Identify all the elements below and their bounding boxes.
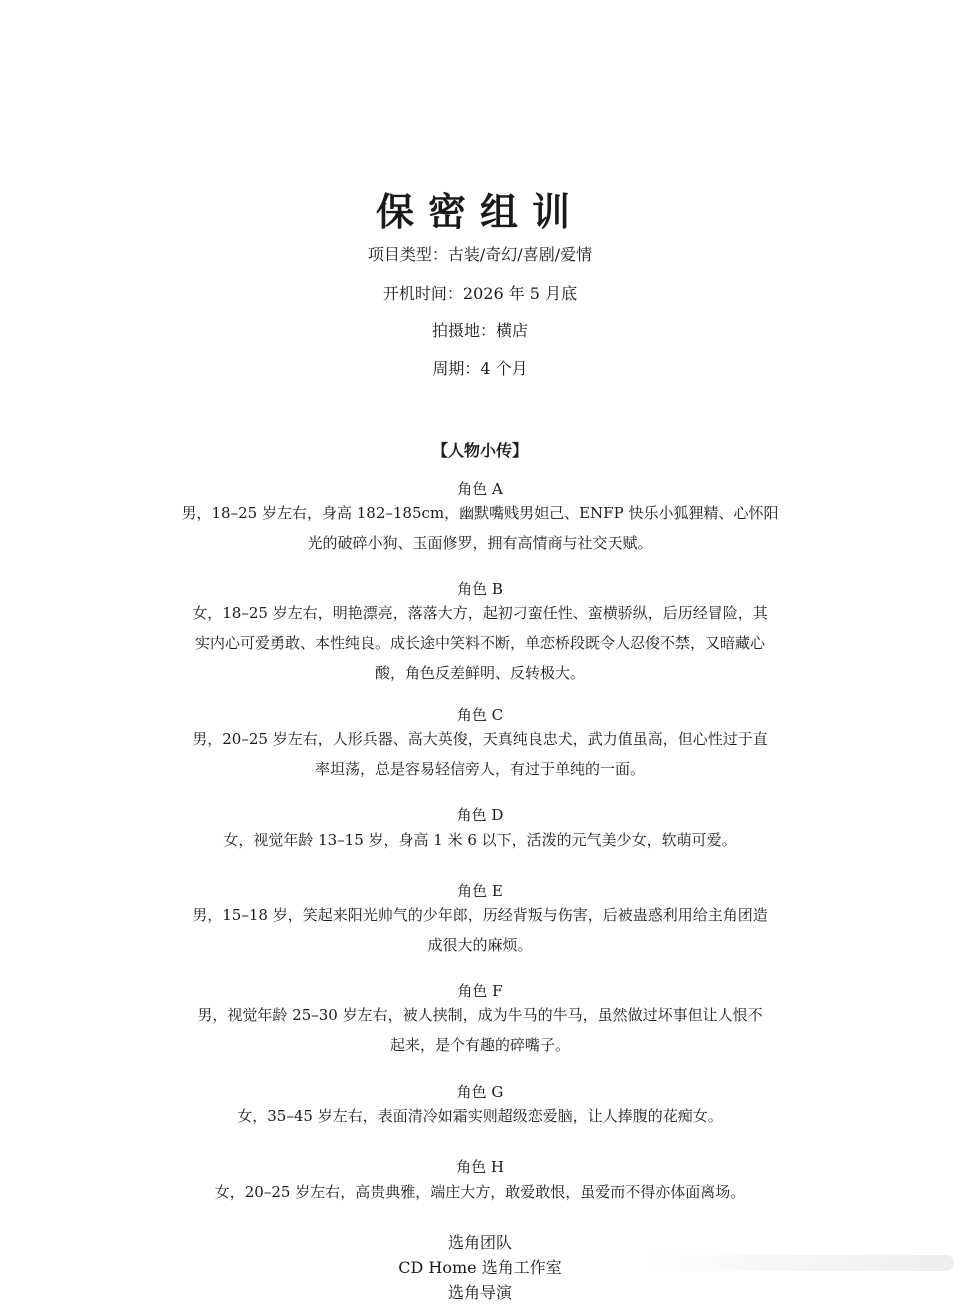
- role-description-line: 男，18–25 岁左右，身高 182–185cm，幽默嘴贱男妲己、ENFP 快乐小狐狸精、心怀阳: [181, 504, 779, 522]
- role-description-line: 女，20–25 岁左右，高贵典雅，端庄大方，敢爱敢恨，虽爱而不得亦体面离场。: [214, 1183, 746, 1201]
- role-description-line: 男，视觉年龄 25–30 岁左右，被人挟制，成为牛马的牛马，虽然做过坏事但让人恨不: [197, 1006, 763, 1024]
- role-name: 角色 D: [456, 806, 504, 824]
- role-name: 角色 C: [456, 706, 504, 724]
- role-name: 角色 G: [456, 1083, 504, 1101]
- watermark-overlay: [644, 1255, 954, 1271]
- role-description: [140, 825, 820, 855]
- role-description-line: 起来，是个有趣的碎嘴子。: [389, 1036, 570, 1054]
- role-description-line: 女，视觉年龄 13–15 岁，身高 1 米 6 以下，活泼的元气美少女，软萌可爱。: [223, 831, 737, 849]
- role-description: [140, 1177, 820, 1207]
- role-description-line: 成很大的麻烦。: [427, 936, 533, 954]
- casting-director-label: 选角导演: [447, 1283, 512, 1302]
- role-description: [140, 1101, 820, 1131]
- document-title: 保密组训: [375, 189, 584, 234]
- role-description-line: 酸，角色反差鲜明、反转极大。: [374, 664, 585, 682]
- section-title: 【人物小传】: [431, 441, 528, 460]
- role-description-line: 光的破碎小狗、玉面修罗，拥有高情商与社交天赋。: [307, 534, 653, 552]
- role-name: 角色 A: [457, 480, 503, 498]
- role-description-line: 男，20–25 岁左右，人形兵器、高大英俊，天真纯良忠犬，武力值虽高，但心性过于直: [192, 730, 768, 748]
- shooting-location: 拍摄地：横店: [431, 321, 528, 340]
- role-description: [140, 1000, 820, 1060]
- casting-studio: CD Home 选角工作室: [398, 1258, 562, 1277]
- role-description: [140, 724, 820, 784]
- role-description-line: 率坦荡，总是容易轻信旁人，有过于单纯的一面。: [314, 760, 645, 778]
- role-name: 角色 E: [457, 882, 503, 900]
- casting-team-label: 选角团队: [447, 1233, 512, 1252]
- role-description-line: 男，15–18 岁，笑起来阳光帅气的少年郎，历经背叛与伤害，后被蛊惑利用给主角团造: [192, 906, 768, 924]
- role-description: [140, 598, 820, 688]
- role-name: 角色 B: [457, 580, 503, 598]
- role-description-line: 女，18–25 岁左右，明艳漂亮，落落大方，起初刁蛮任性、蛮横骄纵，后历经冒险，其: [192, 604, 768, 622]
- shooting-period: 周期：4 个月: [432, 359, 528, 378]
- project-type: 项目类型：古装/奇幻/喜剧/爱情: [367, 245, 593, 264]
- role-description: [140, 900, 820, 960]
- role-description: [140, 498, 820, 558]
- role-description-line: 实内心可爱勇敢、本性纯良。成长途中笑料不断，单恋桥段既令人忍俊不禁，又暗藏心: [194, 634, 765, 652]
- role-name: 角色 F: [457, 982, 503, 1000]
- role-description-line: 女，35–45 岁左右，表面清冷如霜实则超级恋爱脑，让人捧腹的花痴女。: [237, 1107, 723, 1125]
- start-time: 开机时间：2026 年 5 月底: [382, 284, 578, 303]
- role-name: 角色 H: [456, 1158, 504, 1176]
